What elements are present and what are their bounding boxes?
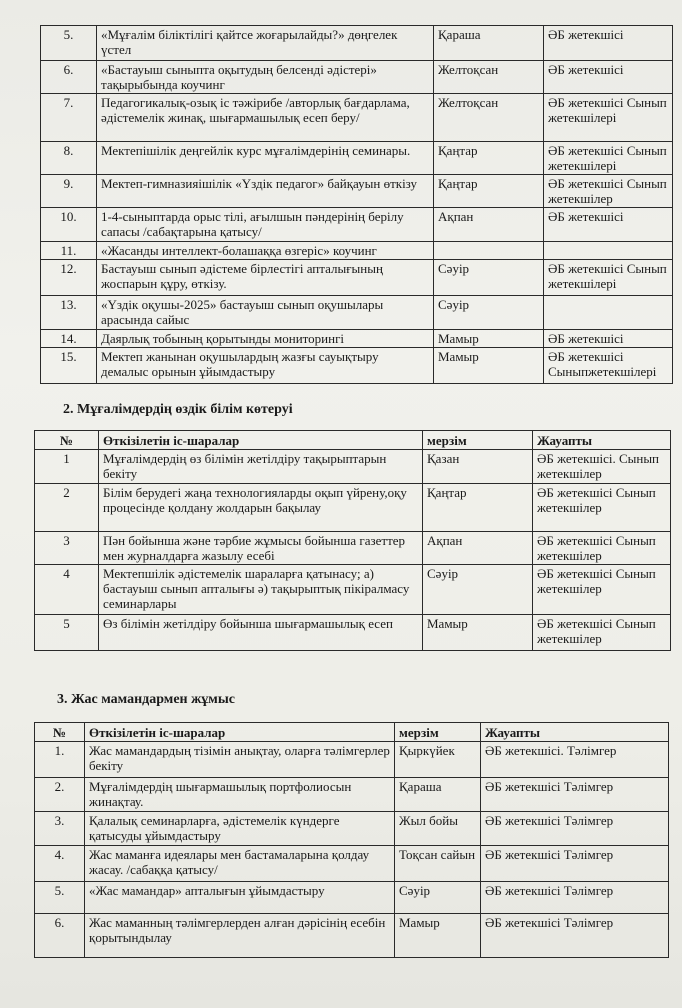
row-event: «Мұғалім біліктілігі қайтсе жоғарылайды?» дөңгелек үстел	[97, 26, 434, 61]
row-responsible: ӘБ жетекшісі Сынып жетекшілер	[533, 565, 671, 615]
table-row	[35, 484, 671, 532]
row-event: Өз білімін жетілдіру бойынша шығармашылық есеп	[99, 615, 423, 651]
section-2-title: 2. Мұғалімдердің өздік білім көтеруі	[63, 402, 293, 417]
row-date: Сәуір	[434, 260, 544, 296]
row-responsible: ӘБ жетекшісі Тәлімгер	[481, 846, 669, 882]
row-number: 9.	[41, 175, 97, 208]
row-number: 7.	[41, 94, 97, 142]
row-date: Сәуір	[395, 882, 481, 914]
row-number: 4.	[35, 846, 85, 882]
row-number: 8.	[41, 142, 97, 175]
header-responsible: Жауапты	[533, 431, 671, 450]
row-responsible: ӘБ жетекшісі Тәлімгер	[481, 914, 669, 958]
row-event: Мұғалімдердің өз білімін жетілдіру тақырыптарын бекіту	[99, 450, 423, 484]
table-row	[35, 882, 669, 914]
row-responsible: ӘБ жетекшісі Сынып жетекшілер	[544, 175, 673, 208]
header-num: №	[35, 723, 85, 742]
row-number: 5.	[35, 882, 85, 914]
row-responsible: ӘБ жетекшісі	[544, 208, 673, 242]
row-date: Мамыр	[423, 615, 533, 651]
row-responsible: ӘБ жетекшісі	[544, 330, 673, 348]
row-event: Педагогикалық-озық іс тәжірибе /авторлық бағдарлама, әдістемелік жинақ, шығармашылық есеп беру/	[97, 94, 434, 142]
plan-table-body	[41, 26, 673, 384]
header-event: Өткізілетін іс-шаралар	[85, 723, 395, 742]
row-event: Мектепішілік деңгейлік курс мұғалімдерінің семинары.	[97, 142, 434, 175]
header-event: Өткізілетін іс-шаралар	[99, 431, 423, 450]
row-number: 3	[35, 532, 99, 565]
row-date: Ақпан	[423, 532, 533, 565]
row-event: Жас маманның тәлімгерлерден алған дәрісінің есебін қорытындылау	[85, 914, 395, 958]
row-event: «Жас мамандар» апталығын ұйымдастыру	[85, 882, 395, 914]
plan-table-continued	[40, 25, 673, 384]
row-responsible: ӘБ жетекшісі	[544, 61, 673, 94]
row-number: 5.	[41, 26, 97, 61]
row-responsible: ӘБ жетекшісі Тәлімгер	[481, 882, 669, 914]
table-row	[35, 742, 669, 778]
row-responsible: ӘБ жетекшісі Сынып жетекшілер	[533, 532, 671, 565]
row-number: 14.	[41, 330, 97, 348]
row-number: 4	[35, 565, 99, 615]
row-responsible: ӘБ жетекшісі Сынып жетекшілері	[544, 142, 673, 175]
row-number: 15.	[41, 348, 97, 384]
table-row	[41, 26, 673, 61]
row-event: Жас мамандардың тізімін анықтау, оларға тәлімгерлер бекіту	[85, 742, 395, 778]
row-date: Мамыр	[434, 348, 544, 384]
row-event: Бастауыш сынып әдістеме бірлестігі апталығының жоспарын құру, өткізу.	[97, 260, 434, 296]
row-number: 2.	[35, 778, 85, 812]
row-responsible: ӘБ жетекшісі Сынып жетекшілер	[533, 615, 671, 651]
row-number: 12.	[41, 260, 97, 296]
row-responsible: ӘБ жетекшісі. Тәлімгер	[481, 742, 669, 778]
row-event: «Үздік оқушы-2025» бастауыш сынып оқушылары арасында сайыс	[97, 296, 434, 330]
table-header-row	[35, 431, 671, 450]
row-date: Сәуір	[434, 296, 544, 330]
row-responsible: ӘБ жетекшісі	[544, 26, 673, 61]
row-event: Мектеп жанынан оқушылардың жазғы сауықтыру демалыс орынын ұйымдастыру	[97, 348, 434, 384]
row-event: Мұғалімдердің шығармашылық портфолиосын жинақтау.	[85, 778, 395, 812]
row-responsible: ӘБ жетекшісі Сынып жетекшілері	[544, 94, 673, 142]
table-row	[35, 812, 669, 846]
row-event: Мектеп-гимназияішілік «Үздік педагог» байқауын өткізу	[97, 175, 434, 208]
table-row	[41, 175, 673, 208]
table-row	[41, 61, 673, 94]
row-date: Қаңтар	[423, 484, 533, 532]
row-date: Қыркүйек	[395, 742, 481, 778]
table-row	[41, 330, 673, 348]
row-date: Тоқсан сайын	[395, 846, 481, 882]
row-number: 10.	[41, 208, 97, 242]
table-row	[41, 296, 673, 330]
table-header-row	[35, 723, 669, 742]
table-row	[35, 914, 669, 958]
row-event: Даярлық тобының қорытынды мониторингі	[97, 330, 434, 348]
row-responsible: ӘБ жетекшісі Сынып жетекшілер	[533, 484, 671, 532]
row-number: 6.	[35, 914, 85, 958]
row-number: 1	[35, 450, 99, 484]
self-education-table	[34, 430, 671, 651]
row-date: Сәуір	[423, 565, 533, 615]
row-number: 13.	[41, 296, 97, 330]
table-row	[41, 242, 673, 260]
row-date: Жыл бойы	[395, 812, 481, 846]
row-responsible: ӘБ жетекшісі Тәлімгер	[481, 812, 669, 846]
row-date: Желтоқсан	[434, 61, 544, 94]
row-date: Қазан	[423, 450, 533, 484]
row-event: «Жасанды интеллект-болашаққа өзгеріс» коучинг	[97, 242, 434, 260]
table-row	[35, 450, 671, 484]
header-date: мерзім	[395, 723, 481, 742]
row-event: Мектепшілік әдістемелік шараларға қатынасу; а) бастауыш сынып апталығы ә) тақырыптық пікіралмасу семинарлары	[99, 565, 423, 615]
table-row	[35, 615, 671, 651]
table-row	[35, 532, 671, 565]
table-row	[41, 208, 673, 242]
row-responsible: ӘБ жетекшісі Сыныпжетекшілері	[544, 348, 673, 384]
row-event: Жас маманға идеялары мен бастамаларына қолдау жасау. /сабаққа қатысу/	[85, 846, 395, 882]
row-number: 6.	[41, 61, 97, 94]
row-number: 2	[35, 484, 99, 532]
row-event: Пән бойынша және тәрбие жұмысы бойынша газеттер мен журналдарға жазылу есебі	[99, 532, 423, 565]
header-num: №	[35, 431, 99, 450]
row-date: Қаңтар	[434, 175, 544, 208]
row-event: Қалалық семинарларға, әдістемелік күндерге қатысуды ұйымдастыру	[85, 812, 395, 846]
row-event: 1-4-сыныптарда орыс тілі, ағылшын пәндерінің берілу сапасы /сабақтарына қатысу/	[97, 208, 434, 242]
row-date: Мамыр	[395, 914, 481, 958]
row-date: Мамыр	[434, 330, 544, 348]
header-date: мерзім	[423, 431, 533, 450]
table-row	[35, 846, 669, 882]
table-row	[41, 142, 673, 175]
row-number: 11.	[41, 242, 97, 260]
row-date: Желтоқсан	[434, 94, 544, 142]
young-specialists-table	[34, 722, 669, 958]
row-event: «Бастауыш сыныпта оқытудың белсенді әдістері» тақырыбында коучинг	[97, 61, 434, 94]
row-responsible	[544, 242, 673, 260]
row-date: Ақпан	[434, 208, 544, 242]
row-responsible: ӘБ жетекшісі Сынып жетекшілері	[544, 260, 673, 296]
header-responsible: Жауапты	[481, 723, 669, 742]
row-number: 5	[35, 615, 99, 651]
row-responsible: ӘБ жетекшісі. Сынып жетекшілер	[533, 450, 671, 484]
table-row	[41, 348, 673, 384]
row-date	[434, 242, 544, 260]
row-date: Қараша	[434, 26, 544, 61]
row-event: Білім берудегі жаңа технологияларды оқып үйрену,оқу процесінде қолдану жолдарын бақылау	[99, 484, 423, 532]
row-date: Қаңтар	[434, 142, 544, 175]
row-responsible: ӘБ жетекшісі Тәлімгер	[481, 778, 669, 812]
table-row	[41, 94, 673, 142]
row-date: Қараша	[395, 778, 481, 812]
row-number: 1.	[35, 742, 85, 778]
table-row	[41, 260, 673, 296]
section-3-title: 3. Жас мамандармен жұмыс	[57, 692, 235, 707]
self-education-body	[35, 450, 671, 651]
row-number: 3.	[35, 812, 85, 846]
table-row	[35, 778, 669, 812]
table-row	[35, 565, 671, 615]
row-responsible	[544, 296, 673, 330]
young-specialists-body	[35, 742, 669, 958]
